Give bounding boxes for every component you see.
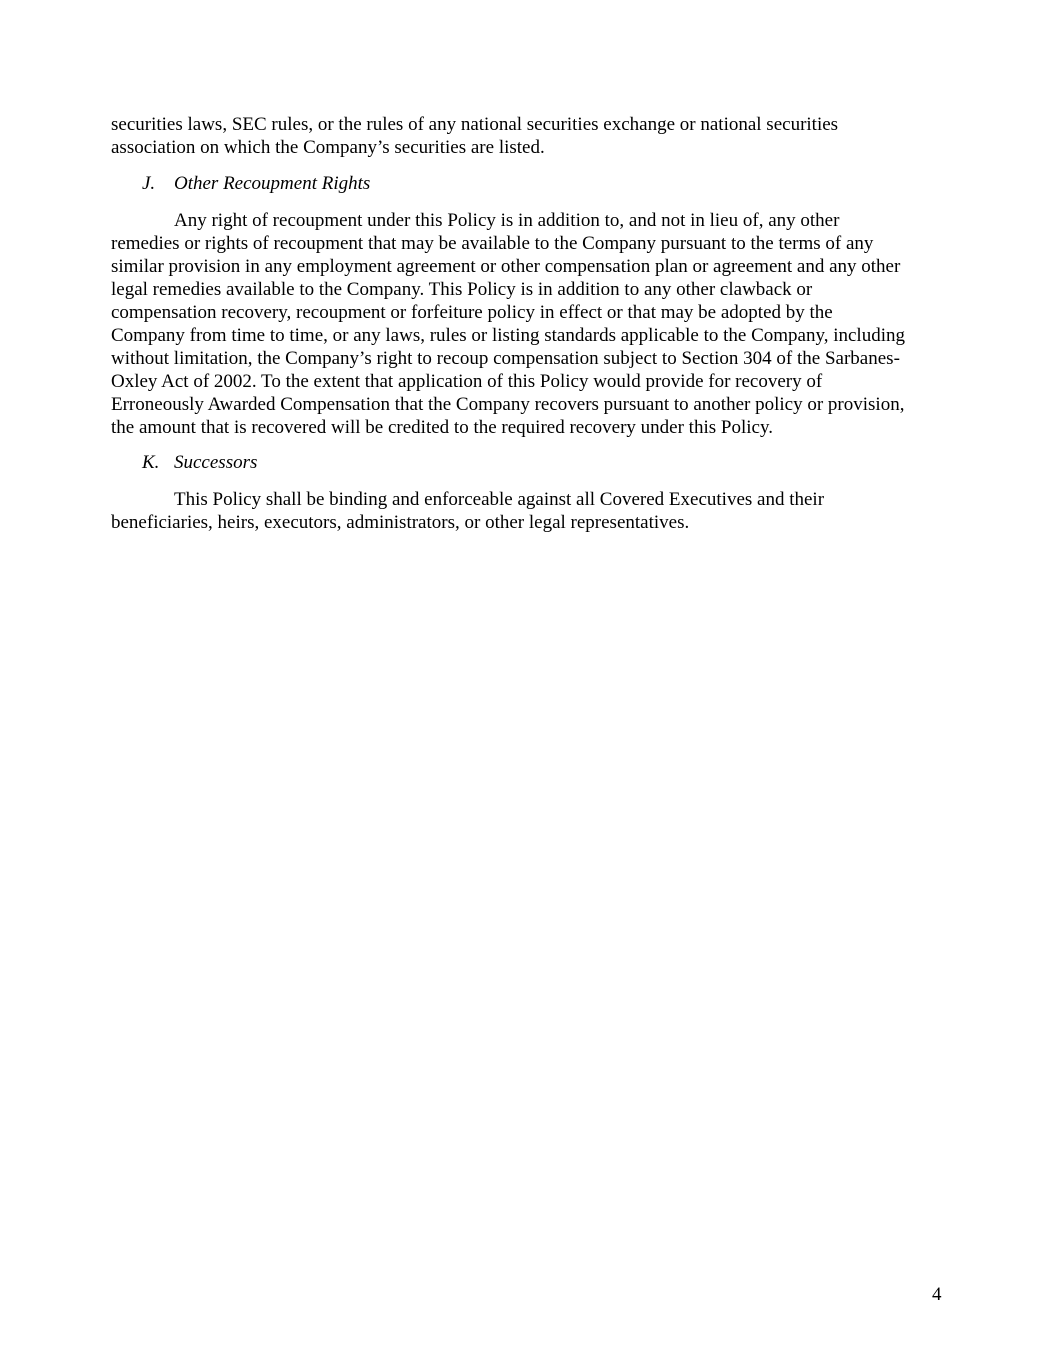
section-j-line-3: similar provision in any employment agreement or other compensation plan or agreement and any other [111,256,901,277]
section-j-line-2: remedies or rights of recoupment that may be available to the Company pursuant to the terms of any [111,233,874,254]
section-j-line-8: Oxley Act of 2002. To the extent that application of this Policy would provide for recovery of [111,371,823,392]
section-j-line-9: Erroneously Awarded Compensation that the Company recovers pursuant to another policy or provision, [111,394,905,415]
section-j-line-5: compensation recovery, recoupment or forfeiture policy in effect or that may be adopted by the [111,302,833,323]
intro-line-1: securities laws, SEC rules, or the rules of any national securities exchange or national securities [111,114,839,135]
section-j-line-10: the amount that is recovered will be credited to the required recovery under this Policy. [111,417,773,438]
section-k-title: Successors [174,452,258,473]
section-k-heading [142,451,257,474]
section-k-line-1: This Policy shall be binding and enforceable against all Covered Executives and their [174,489,825,510]
section-j-line-6: Company from time to time, or any laws, rules or listing standards applicable to the Company, including [111,325,905,346]
section-j-heading [142,172,370,195]
intro-line-2: association on which the Company’s securities are listed. [111,137,545,158]
section-j-marker: J. [142,173,156,194]
section-j-line-1: Any right of recoupment under this Policy is in addition to, and not in lieu of, any other [174,210,840,231]
section-j-line-4: legal remedies available to the Company. This Policy is in addition to any other clawback or [111,279,813,300]
section-j-line-7: without limitation, the Company’s right to recoup compensation subject to Section 304 of the Sarbanes- [111,348,900,369]
section-j-title: Other Recoupment Rights [174,173,371,194]
section-k-line-2: beneficiaries, heirs, executors, administrators, or other legal representatives. [111,512,690,533]
section-k-marker: K. [142,452,160,473]
page-number: 4 [932,1284,942,1305]
